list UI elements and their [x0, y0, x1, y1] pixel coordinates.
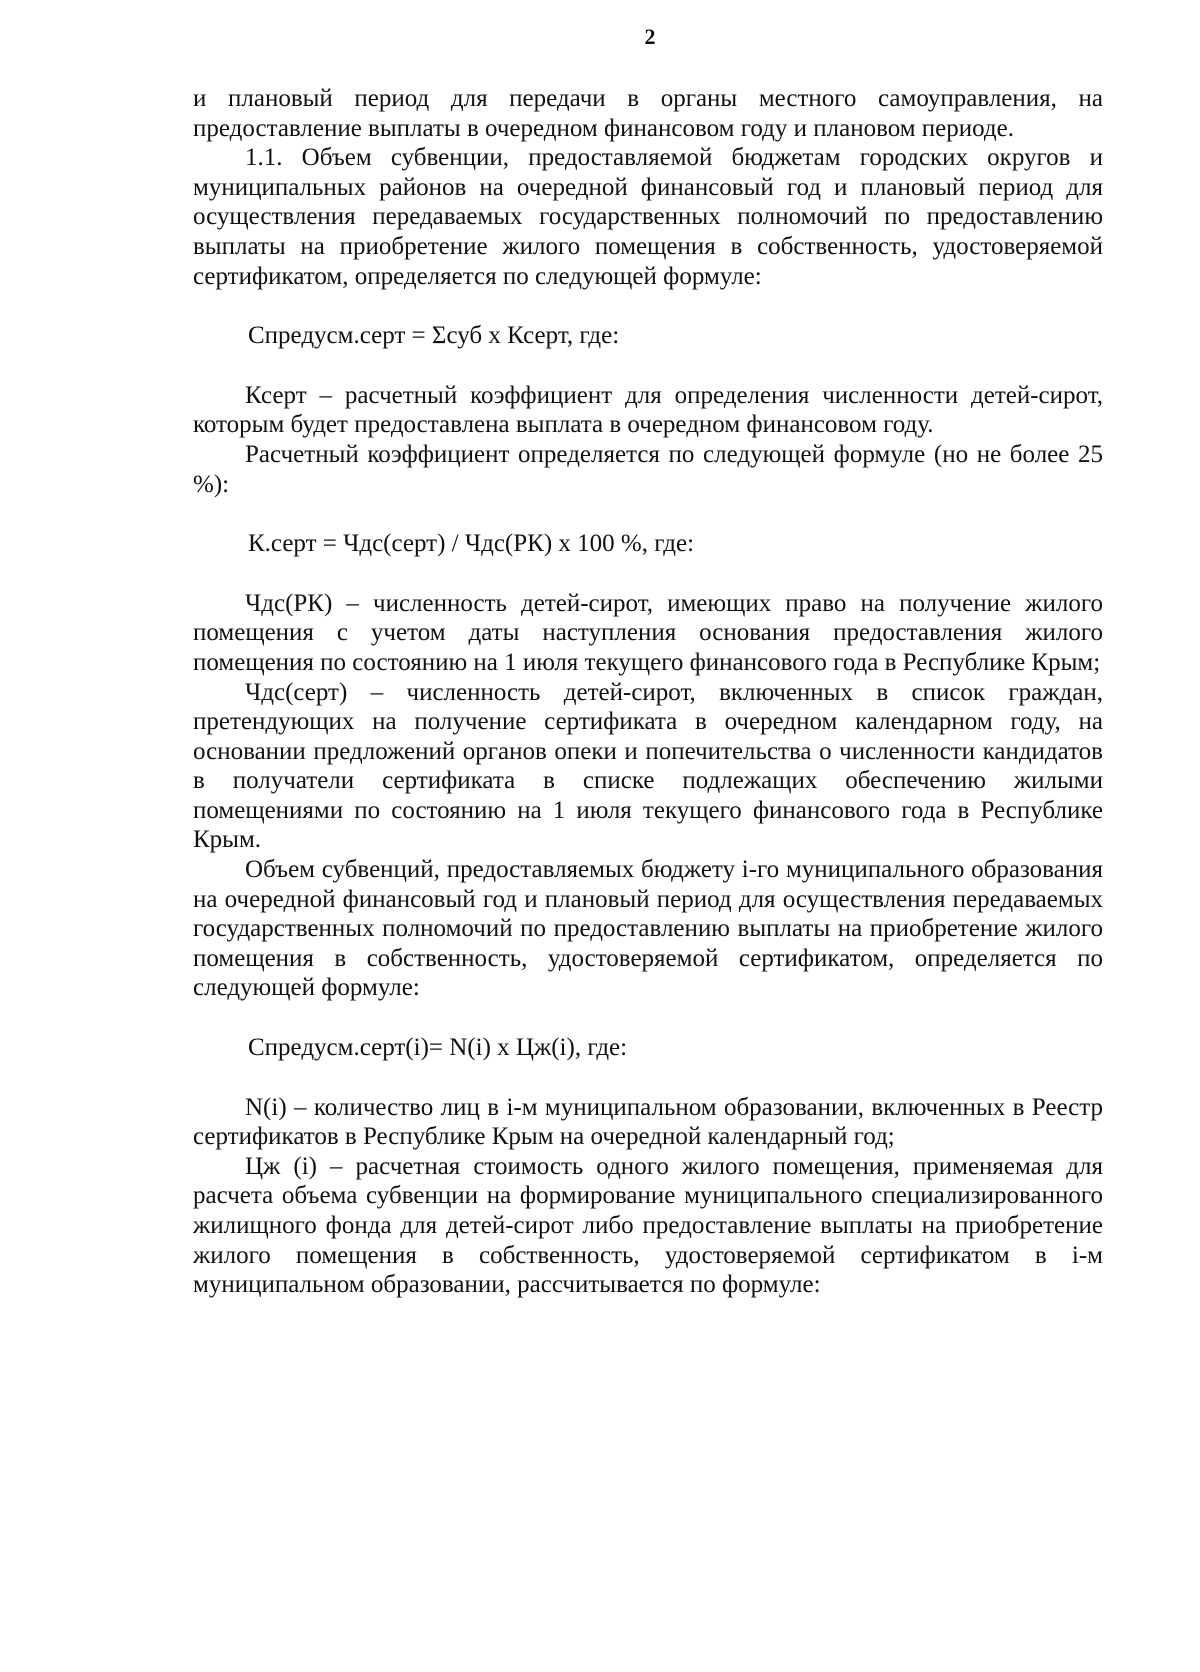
- formula-municipal-subvention: Спредусм.серт(i)= N(i) х Цж(i), где:: [248, 1034, 628, 1062]
- paragraph-continuation: и плановый период для передачи в органы местного самоуправления, на предоставление выплаты в очередном финансовом году и плановом периоде.: [193, 85, 1103, 142]
- formula-coefficient: К.серт = Чдс(серт) / Чдс(РК) х 100 %, где:: [248, 530, 695, 558]
- definition-kcert: Ксерт – расчетный коэффициент для определения численности детей-сирот, которым будет предоставлена выплата в очередном финансовом году.: [193, 381, 1103, 439]
- definition-price-i: Цж (i) – расчетная стоимость одного жилого помещения, применяемая для расчета объема субвенции на формирование муниципального специализированного жилищного фонда для детей-сирот либо предоставление выплаты на приобретение жилого помещения в собственность, удостоверяемой сертификатом в i-м муниципальном образовании, рассчитывается по формуле:: [193, 1152, 1103, 1299]
- document-body: [193, 84, 1103, 1300]
- definition-chds-rk: Чдс(РК) – численность детей-сирот, имеющих право на получение жилого помещения с учетом даты наступления основания предоставления жилого помещения по состоянию на 1 июля текущего финансового года в Республике Крым;: [193, 589, 1103, 676]
- definition-n-i: N(i) – количество лиц в i-м муниципальном образовании, включенных в Реестр сертификатов в Республике Крым на очередной календарный год;: [193, 1093, 1103, 1151]
- paragraph-1-1: 1.1. Объем субвенции, предоставляемой бюджетам городских округов и муниципальных районов на очередной финансовый год и плановый период для осуществления передаваемых государственных полномочий по предоставлению выплаты на приобретение жилого помещения в собственность, удостоверяемой сертификатом, определяется по следующей формуле:: [193, 144, 1103, 290]
- paragraph-municipal-subvention: Объем субвенций, предоставляемых бюджету i-го муниципального образования на очередной финансовый год и плановый период для осуществления передаваемых государственных полномочий по предоставлению выплаты на приобретение жилого помещения в собственность, удостоверяемой сертификатом, определяется по следующей формуле:: [193, 856, 1103, 1002]
- definition-chds-cert: Чдс(серт) – численность детей-сирот, включенных в список граждан, претендующих на получение сертификата в очередном календарном году, на основании предложений органов опеки и попечительства о численности кандидатов в получатели сертификата в списке подлежащих обеспечению жилыми помещениями по состоянию на 1 июля текущего финансового года в Республике Крым.: [193, 678, 1103, 854]
- paragraph-coefficient: Расчетный коэффициент определяется по следующей формуле (но не более 25 %):: [193, 440, 1103, 498]
- page-number: 2: [644, 24, 656, 49]
- formula-subvention-total: Спредусм.серт = Σсуб х Ксерт, где:: [248, 322, 620, 350]
